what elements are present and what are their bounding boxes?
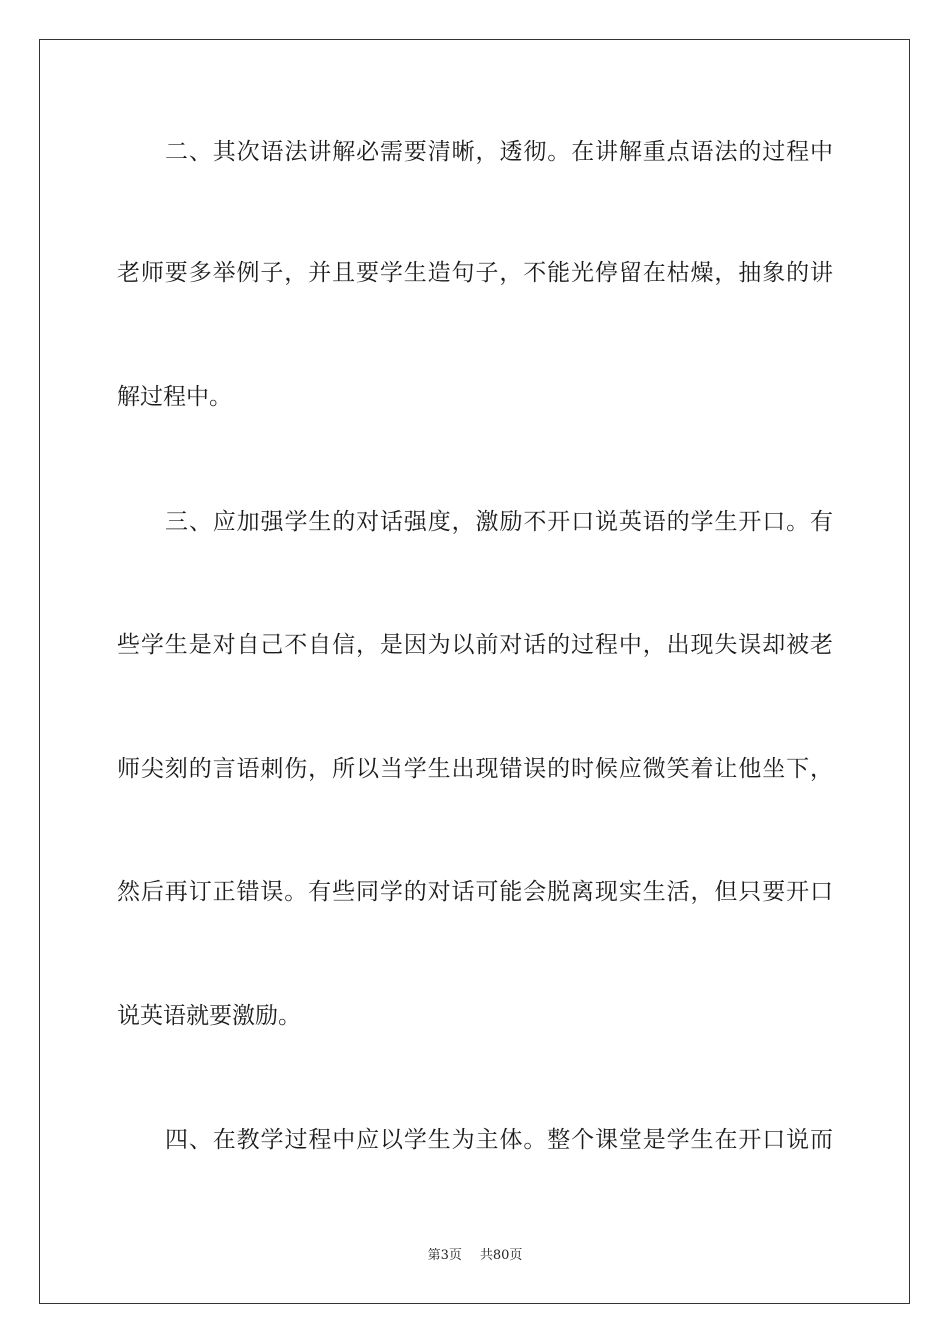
paragraph-3-line-4: 然后再订正错误。有些同学的对话可能会脱离现实生活，但只要开口 — [117, 879, 833, 905]
page-border — [39, 39, 910, 1304]
paragraph-2-line-2: 老师要多举例子，并且要学生造句子，不能光停留在枯燥，抽象的讲 — [117, 260, 833, 286]
page-number: 第3页 — [427, 1248, 462, 1263]
paragraph-2-line-1: 二、其次语法讲解必需要清晰，透彻。在讲解重点语法的过程中 — [165, 139, 833, 165]
paragraph-3-line-2: 些学生是对自己不自信，是因为以前对话的过程中，出现失误却被老 — [117, 632, 833, 658]
paragraph-3-line-1: 三、应加强学生的对话强度，激励不开口说英语的学生开口。有 — [165, 509, 833, 535]
page-total: 共80页 — [479, 1248, 523, 1263]
page-footer — [0, 1246, 950, 1266]
paragraph-3-line-3: 师尖刻的言语刺伤，所以当学生出现错误的时候应微笑着让他坐下， — [117, 756, 833, 782]
paragraph-2-line-3: 解过程中。 — [117, 384, 232, 410]
paragraph-3-line-5: 说英语就要激励。 — [117, 1003, 301, 1029]
paragraph-4-line-1: 四、在教学过程中应以学生为主体。整个课堂是学生在开口说而 — [165, 1127, 833, 1153]
